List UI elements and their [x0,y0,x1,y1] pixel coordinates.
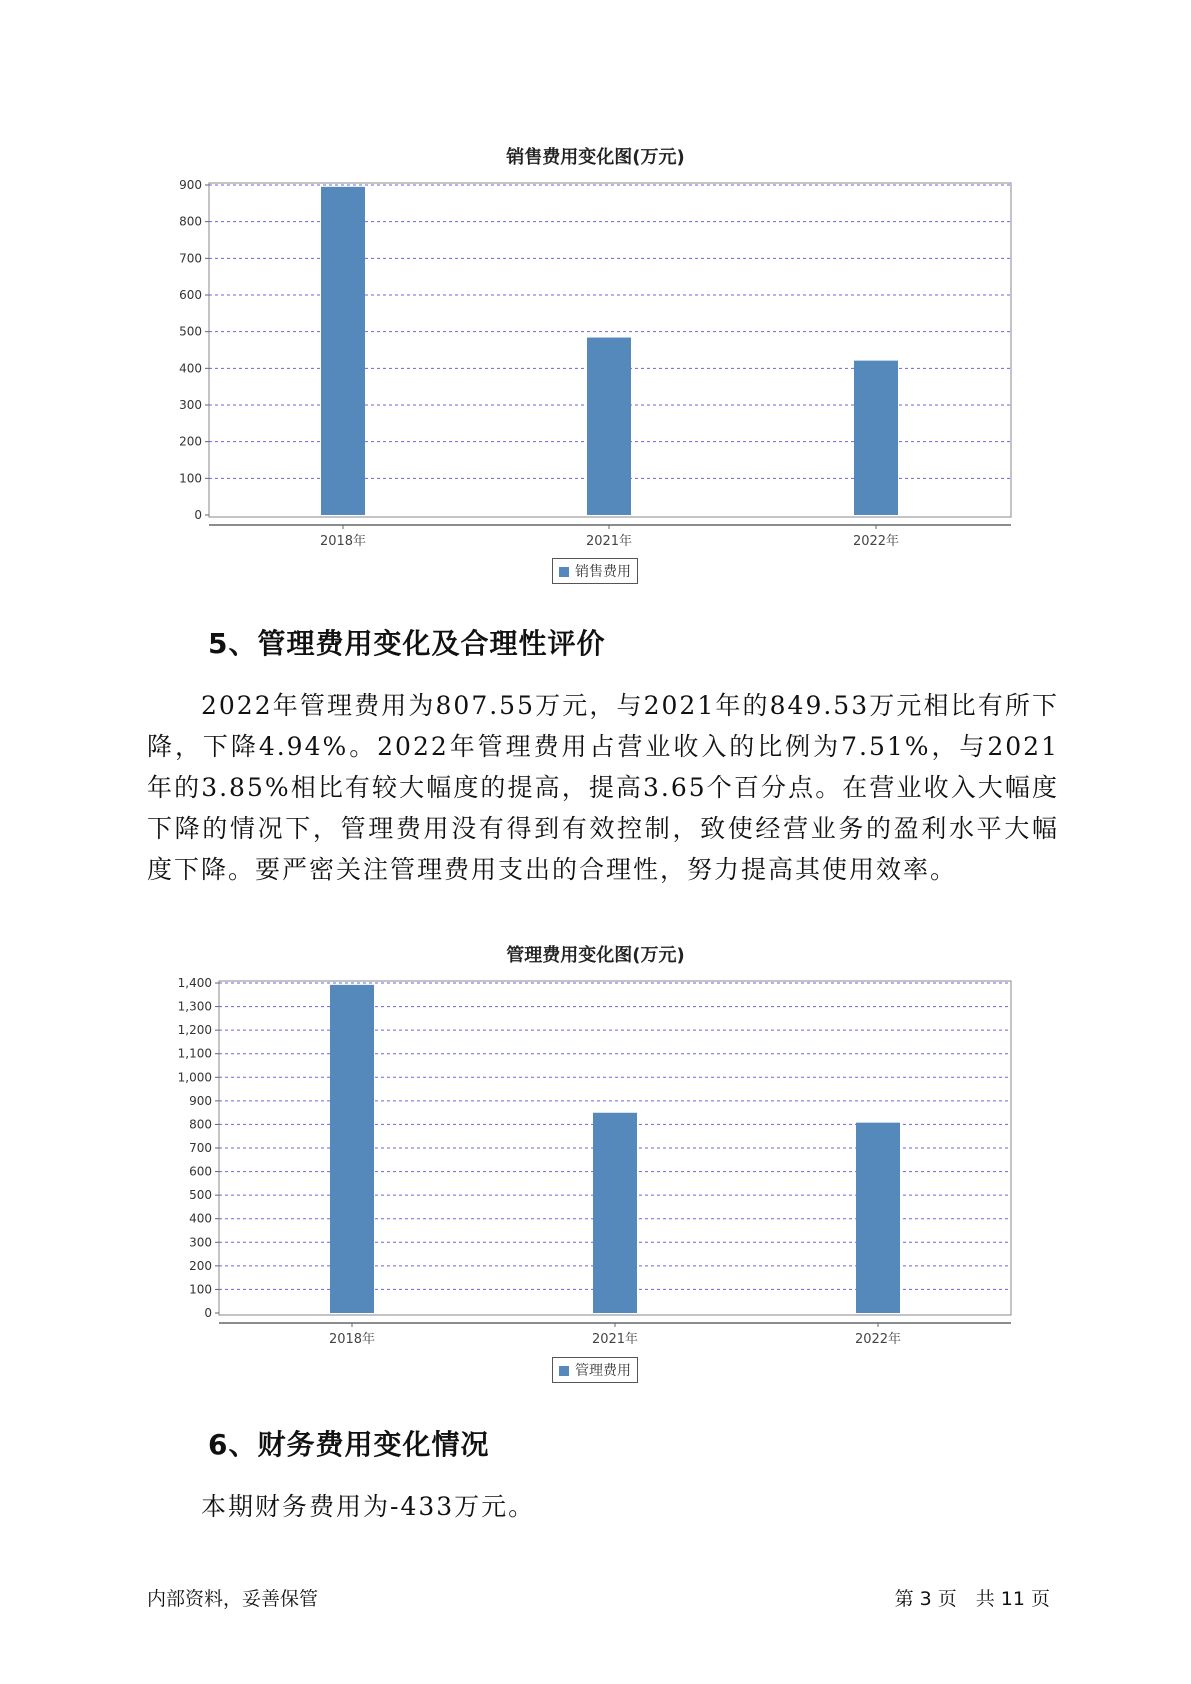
y-tick-label: 500 [179,324,202,339]
bar [854,361,898,515]
y-tick-label: 200 [179,434,202,449]
y-tick-label: 100 [189,1282,212,1297]
legend-label: 管理费用 [575,1363,631,1379]
section-paragraph: 2022年管理费用为807.55万元，与2021年的849.53万元相比有所下降，下降4.94%。2022年管理费用占营业收入的比例为7.51%，与2021年的3.85%相比有较大幅度的提高，提高3.65个百分点。在营业收入大幅度下降的情况下，管理费用没有得到有效控制，致使经营业务的盈利水平大幅度下降。要严密关注管理费用支出的合理性，努力提高其使用效率。 [147,691,1059,884]
legend-swatch [559,1366,569,1376]
y-tick-label: 800 [179,214,202,229]
y-tick-label: 1,300 [177,999,212,1014]
chart-title: 销售费用变化图(万元) [506,147,685,168]
bar [593,1113,637,1313]
chart-legend [552,1357,638,1383]
footer-confidential-note: 内部资料，妥善保管 [147,1588,319,1610]
y-tick-label: 700 [189,1141,212,1155]
section-heading: 6、财务费用变化情况 [208,1428,490,1461]
footer-page-number: 第 3 页 共 11 页 [894,1588,1050,1610]
y-tick-label: 1,400 [177,976,212,990]
y-tick-label: 1,100 [177,1046,212,1061]
y-tick-label: 200 [189,1258,212,1273]
sales-expense-bar-chart [0,170,1191,550]
bar [856,1123,900,1313]
y-tick-label: 1,000 [177,1070,212,1085]
x-tick-label: 2021年 [591,1332,639,1347]
admin-expense-bar-chart [0,968,1191,1348]
y-tick-label: 300 [179,398,202,412]
x-tick-label: 2022年 [852,534,900,549]
y-tick-label: 900 [189,1093,212,1108]
y-tick-label: 0 [204,1306,212,1320]
section-text: 本期财务费用为-433万元。 [201,1492,536,1521]
bar [587,338,631,515]
y-tick-label: 0 [194,508,202,522]
bar [321,187,365,515]
x-tick-label: 2018年 [328,1332,376,1347]
chart-legend [552,558,638,584]
y-tick-label: 700 [179,251,202,266]
section-heading: 5、管理费用变化及合理性评价 [208,627,606,660]
legend-swatch [559,567,569,577]
y-tick-label: 400 [179,361,202,376]
y-tick-label: 400 [189,1211,212,1226]
bar [330,985,374,1313]
chart-title: 管理费用变化图(万元) [506,945,685,966]
y-tick-label: 1,200 [177,1023,212,1038]
x-tick-label: 2022年 [854,1332,902,1347]
y-tick-label: 800 [189,1117,212,1132]
y-tick-label: 900 [179,178,202,192]
x-tick-label: 2021年 [585,534,633,549]
y-tick-label: 600 [179,288,202,302]
y-tick-label: 100 [179,471,202,486]
x-tick-label: 2018年 [319,534,367,549]
y-tick-label: 500 [189,1188,212,1203]
y-tick-label: 300 [189,1235,212,1250]
legend-label: 销售费用 [575,564,631,580]
y-tick-label: 600 [189,1164,212,1179]
